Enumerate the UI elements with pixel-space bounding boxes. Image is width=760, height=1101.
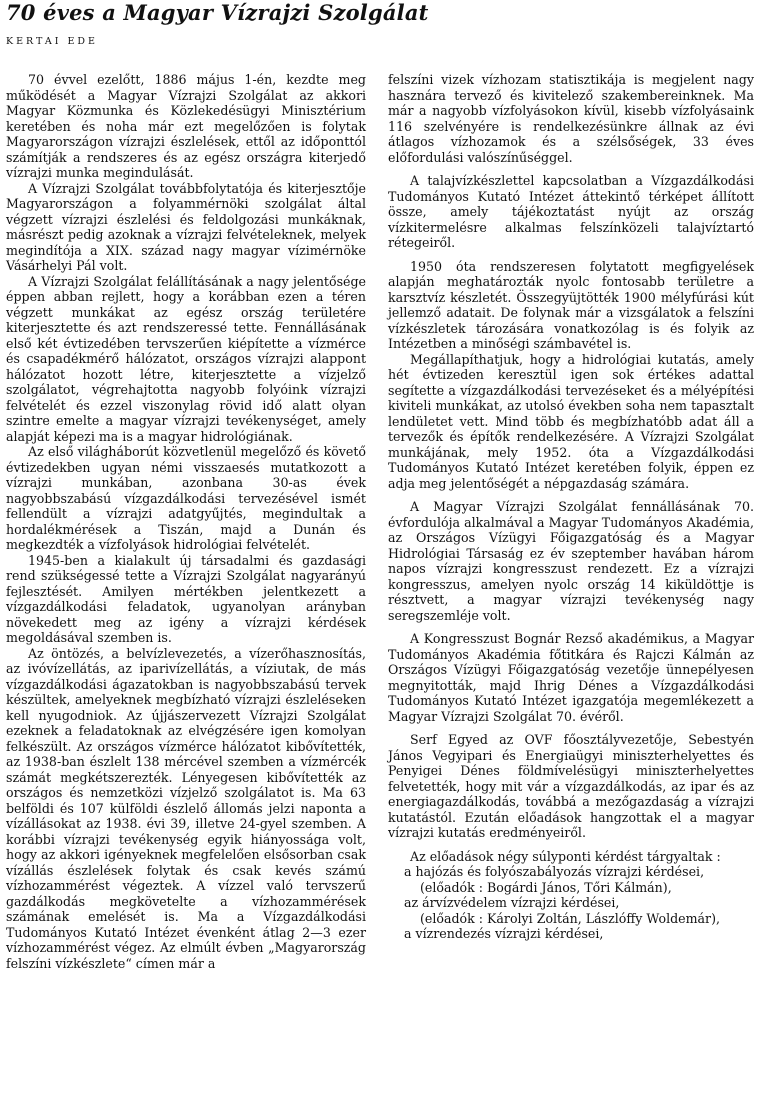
paragraph: 1950 óta rendszeresen folytatott megfigyelések alapján meghatározták nyolc fontosabb területre a karsztvíz készletét. Összegyüjtötték 1900 mélyfúrási kút jellemző adatait. De folynak már a vizsgálatok a felszíni vízkészletek tározására vonatkozólag is és folyik az Intézetben a minőségi számbavétel is.: [388, 258, 754, 351]
paragraph: A Vízrajzi Szolgálat továbbfolytatója és kiterjesztője Magyarországon a folyammérnöki szolgálat által végzett vízrajzi észlelési és feldolgozási munkáknak, másrészt pedig azoknak a vízrajzi felvételeknek, melyek megindítója a XIX. század nagy magyar vízimérnöke Vásárhelyi Pál volt.: [6, 180, 366, 273]
right-column: [388, 72, 754, 942]
paragraph: Az első világháborút közvetlenül megelőző és követő évtizedekben ugyan némi visszaesés mutatkozott a vízrajzi munkában, azonbana 30-as évek nagyobbszabású vízgazdálkodási tervezésével ismét fellendült a vízrajzi adatgyűjtés, megindultak a hordalékmérések a Tiszán, majd a Dunán és megkezdték a vízfolyások hidrológiai felvételét.: [6, 444, 366, 552]
paragraph: Az öntözés, a belvízlevezetés, a vízerőhasznosítás, az ivóvízellátás, az iparivízellátás, a víziutak, de más vízgazdálkodási ágazatokban is nagyobbszabású tervek készültek, amelyeknek megbízható vízrajzi észleléseken kell nyugodniok. Az újjászervezett Vízrajzi Szolgálat ezeknek a feladatoknak az elvégzésére igen komolyan felkészült. Az országos vízmérce hálózatot kibővítették, az 1938-ban észlelt 138 mércével szemben a vízmércék számát megkétszerezték. Lényegesen kibővítették az országos és nemzetközi vízjelző szolgálatot is. Ma 63 belföldi és 107 külföldi észlelő állomás jelzi naponta a vízállásokat az 1938. évi 39, illetve 24-gyel szemben. A korábbi vízrajzi tevékenység egyik hiányossága volt, hogy az akkori igényeknek megfelelően elsősorban csak vízállás észlelések folytak és csak kevés számú vízhozammérést végeztek. A vízzel való tervszerű gazdálkodás megkövetelte a vízhozammérések számának emelését is. Ma a Vízgazdálkodási Tudományos Kutató Intézet évenként átlag 2—3 ezer vízhozammérést végez. Az elmúlt évben „Magyarország felszíni vízkészlete“ címen már a: [6, 645, 366, 971]
paragraph: 1945-ben a kialakult új társadalmi és gazdasági rend szükségessé tette a Vízrajzi Szolgálat nagyarányú fejlesztését. Amilyen mértékben jelentkezett a vízgazdálkodási feladatok, ugyanolyan arányban növekedett meg az igény a vízrajzi kérdések megoldásával szemben is.: [6, 552, 366, 645]
article-author: KERTAI EDE: [6, 36, 98, 47]
paragraph: A talajvízkészlettel kapcsolatban a Vízgazdálkodási Tudományos Kutató Intézet áttekintő térképet állított össze, amely tájékoztatást nyújt az ország vízkitermelésre alkalmas felszínközeli talajvíztartó rétegeiről.: [388, 173, 754, 250]
topic-speakers: (előadók : Bogárdi János, Tőri Kálmán),: [420, 879, 672, 895]
paragraph: felszíni vizek vízhozam statisztikája is megjelent nagy hasznára tervező és kivitelező szakembereinknek. Ma már a nagyobb vízfolyásokon kívül, kisebb vízfolyásaink 116 szelvényére is rendelkezésünkre állnak az évi átlagos vízhozamok és a szélsőségek, 33 éves előfordulási valószínűséggel.: [388, 72, 754, 165]
topic-speakers: (előadók : Károlyi Zoltán, Lászlóffy Woldemár),: [420, 910, 720, 926]
paragraph: 70 évvel ezelőtt, 1886 május 1-én, kezdte meg működését a Magyar Vízrajzi Szolgálat az akkori Magyar Közmunka és Közlekedésügyi Minisztérium keretében és noha már ezt megelőzően is folytak Magyarországon vízrajzi észlelések, ettől az időponttól számítják a rendszeres és az egész országra kiterjedő vízrajzi munka megindulását.: [6, 72, 366, 180]
paragraph: A Vízrajzi Szolgálat felállításának a nagy jelentősége éppen abban rejlett, hogy a korábban ezen a téren végzett munkákat az egész ország területére kiterjesztette és azt rendszeressé tette. Fennállásának első két évtizedében tervszerűen kiépítette a vízmérce és csapadékmérő hálózatot, országos vízrajzi alappont hálózatot hozott létre, kiterjesztette a vízjelző szolgálatot, végrehajtotta nagyobb folyóink vízrajzi felvételét és ezzel viszonylag rövid idő alatt olyan szintre emelte a magyar vízrajzi tevékenységet, amely alapját képezi ma is a magyar hidrológiának.: [6, 273, 366, 444]
topic-item: a vízrendezés vízrajzi kérdései,: [404, 926, 604, 941]
article-title: 70 éves a Magyar Vízrajzi Szolgálat: [6, 0, 429, 25]
paragraph: Megállapíthatjuk, hogy a hidrológiai kutatás, amely hét évtizeden keresztül igen sok értékes adattal segítette a vízgazdálkodási tervezéseket és a mélyépítési kiviteli munkákat, az utolsó években soha nem tapasztalt lendületet vett. Mind több és megbízhatóbb adat áll a tervezők és építők rendelkezésére. A Vízrajzi Szolgálat munkájának, mely 1952. óta a Vízgazdálkodási Tudományos Kutató Intézet keretében folyik, éppen ez adja meg jelentőségét a népgazdaság számára.: [388, 351, 754, 491]
paragraph: Serf Egyed az OVF főosztályvezetője, Sebestyén János Vegyipari és Energiaügyi miniszterhelyettes és Penyigei Dénes földmívelésügyi miniszterhelyettes felvetették, hogy mit vár a vízgazdálkodás, az ipar és az energiagazdálkodás, továbbá a mezőgazdaság a vízrajzi kutatástól. Ezután előadások hangzottak el a magyar vízrajzi kutatás eredményeiről.: [388, 732, 754, 840]
left-column: [6, 72, 366, 971]
topic-item: az árvízvédelem vízrajzi kérdései,: [404, 895, 620, 910]
topic-item: a hajózás és folyószabályozás vízrajzi kérdései,: [404, 864, 705, 879]
paragraph: A Kongresszust Bognár Rezső akadémikus, a Magyar Tudományos Akadémia főtitkára és Rajczi Kálmán az Országos Vízügyi Főigazgatóság vezetője ünnepélyesen megnyitották, majd Ihrig Dénes a Vízgazdálkodási Tudományos Kutató Intézet igazgatója megemlékezett a Magyar Vízrajzi Szolgálat 70. évéről.: [388, 631, 754, 724]
topics-intro: Az előadások négy súlyponti kérdést tárgyaltak :: [410, 848, 721, 864]
paragraph: A Magyar Vízrajzi Szolgálat fennállásának 70. évfordulója alkalmával a Magyar Tudományos Akadémia, az Országos Vízügyi Főigazgatóság és a Magyar Hidrológiai Társaság ez év szeptember havában három napos vízrajzi kongresszust rendezett. Ez a vízrajzi kongresszus, amelyen nyolc ország 14 kiküldöttje is résztvett, a magyar vízrajzi tevékenység nagy seregszemléje volt.: [388, 499, 754, 623]
